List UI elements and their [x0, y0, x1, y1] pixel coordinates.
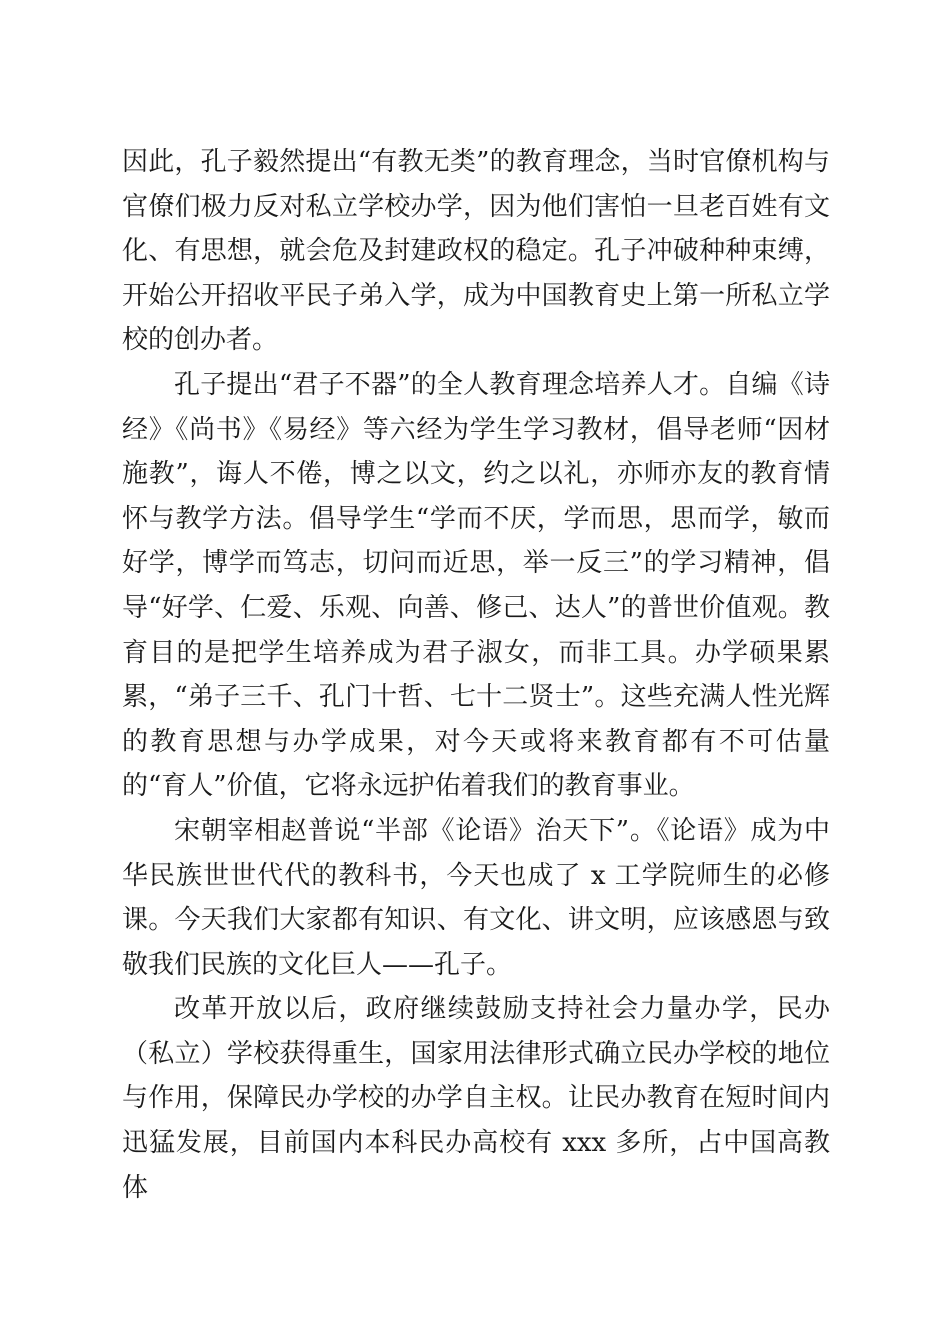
- paragraph-reform-opening: 改革开放以后，政府继续鼓励支持社会力量办学，民办（私立）学校获得重生，国家用法律形式确立民办学校的地位与作用，保障民办学校的办学自主权。让民办教育在短时间内迅猛发展，目前国内本科民办高校有 xxx 多所，占中国高教体: [122, 994, 830, 1203]
- document-body: [122, 140, 830, 1210]
- paragraph-lunyu: 宋朝宰相赵普说“半部《论语》治天下”。《论语》成为中华民族世世代代的教科书，今天也成了 x 工学院师生的必修课。今天我们大家都有知识、有文化、讲文明，应该感恩与致敬我们民族的文化巨人——孔子。: [122, 815, 830, 980]
- paragraph-junzi-buqi: 孔子提出“君子不器”的全人教育理念培养人才。自编《诗经》《尚书》《易经》等六经为学生学习教材，倡导老师“因材施教”，诲人不倦，博之以文，约之以礼，亦师亦友的教育情怀与教学方法。倡导学生“学而不厌，学而思，思而学，敏而好学，博学而笃志，切问而近思，举一反三”的学习精神，倡导“好学、仁爱、乐观、向善、修己、达人”的普世价值观。教育目的是把学生培养成为君子淑女，而非工具。办学硕果累累，“弟子三千、孔门十哲、七十二贤士”。这些充满人性光辉的教育思想与办学成果，对今天或将来教育都有不可估量的“育人”价值，它将永远护佑着我们的教育事业。: [122, 369, 830, 802]
- paragraph-confucius-private-school: 因此，孔子毅然提出“有教无类”的教育理念，当时官僚机构与官僚们极力反对私立学校办学，因为他们害怕一旦老百姓有文化、有思想，就会危及封建政权的稳定。孔子冲破种种束缚，开始公开招收平民子弟入学，成为中国教育史上第一所私立学校的创办者。: [122, 147, 830, 356]
